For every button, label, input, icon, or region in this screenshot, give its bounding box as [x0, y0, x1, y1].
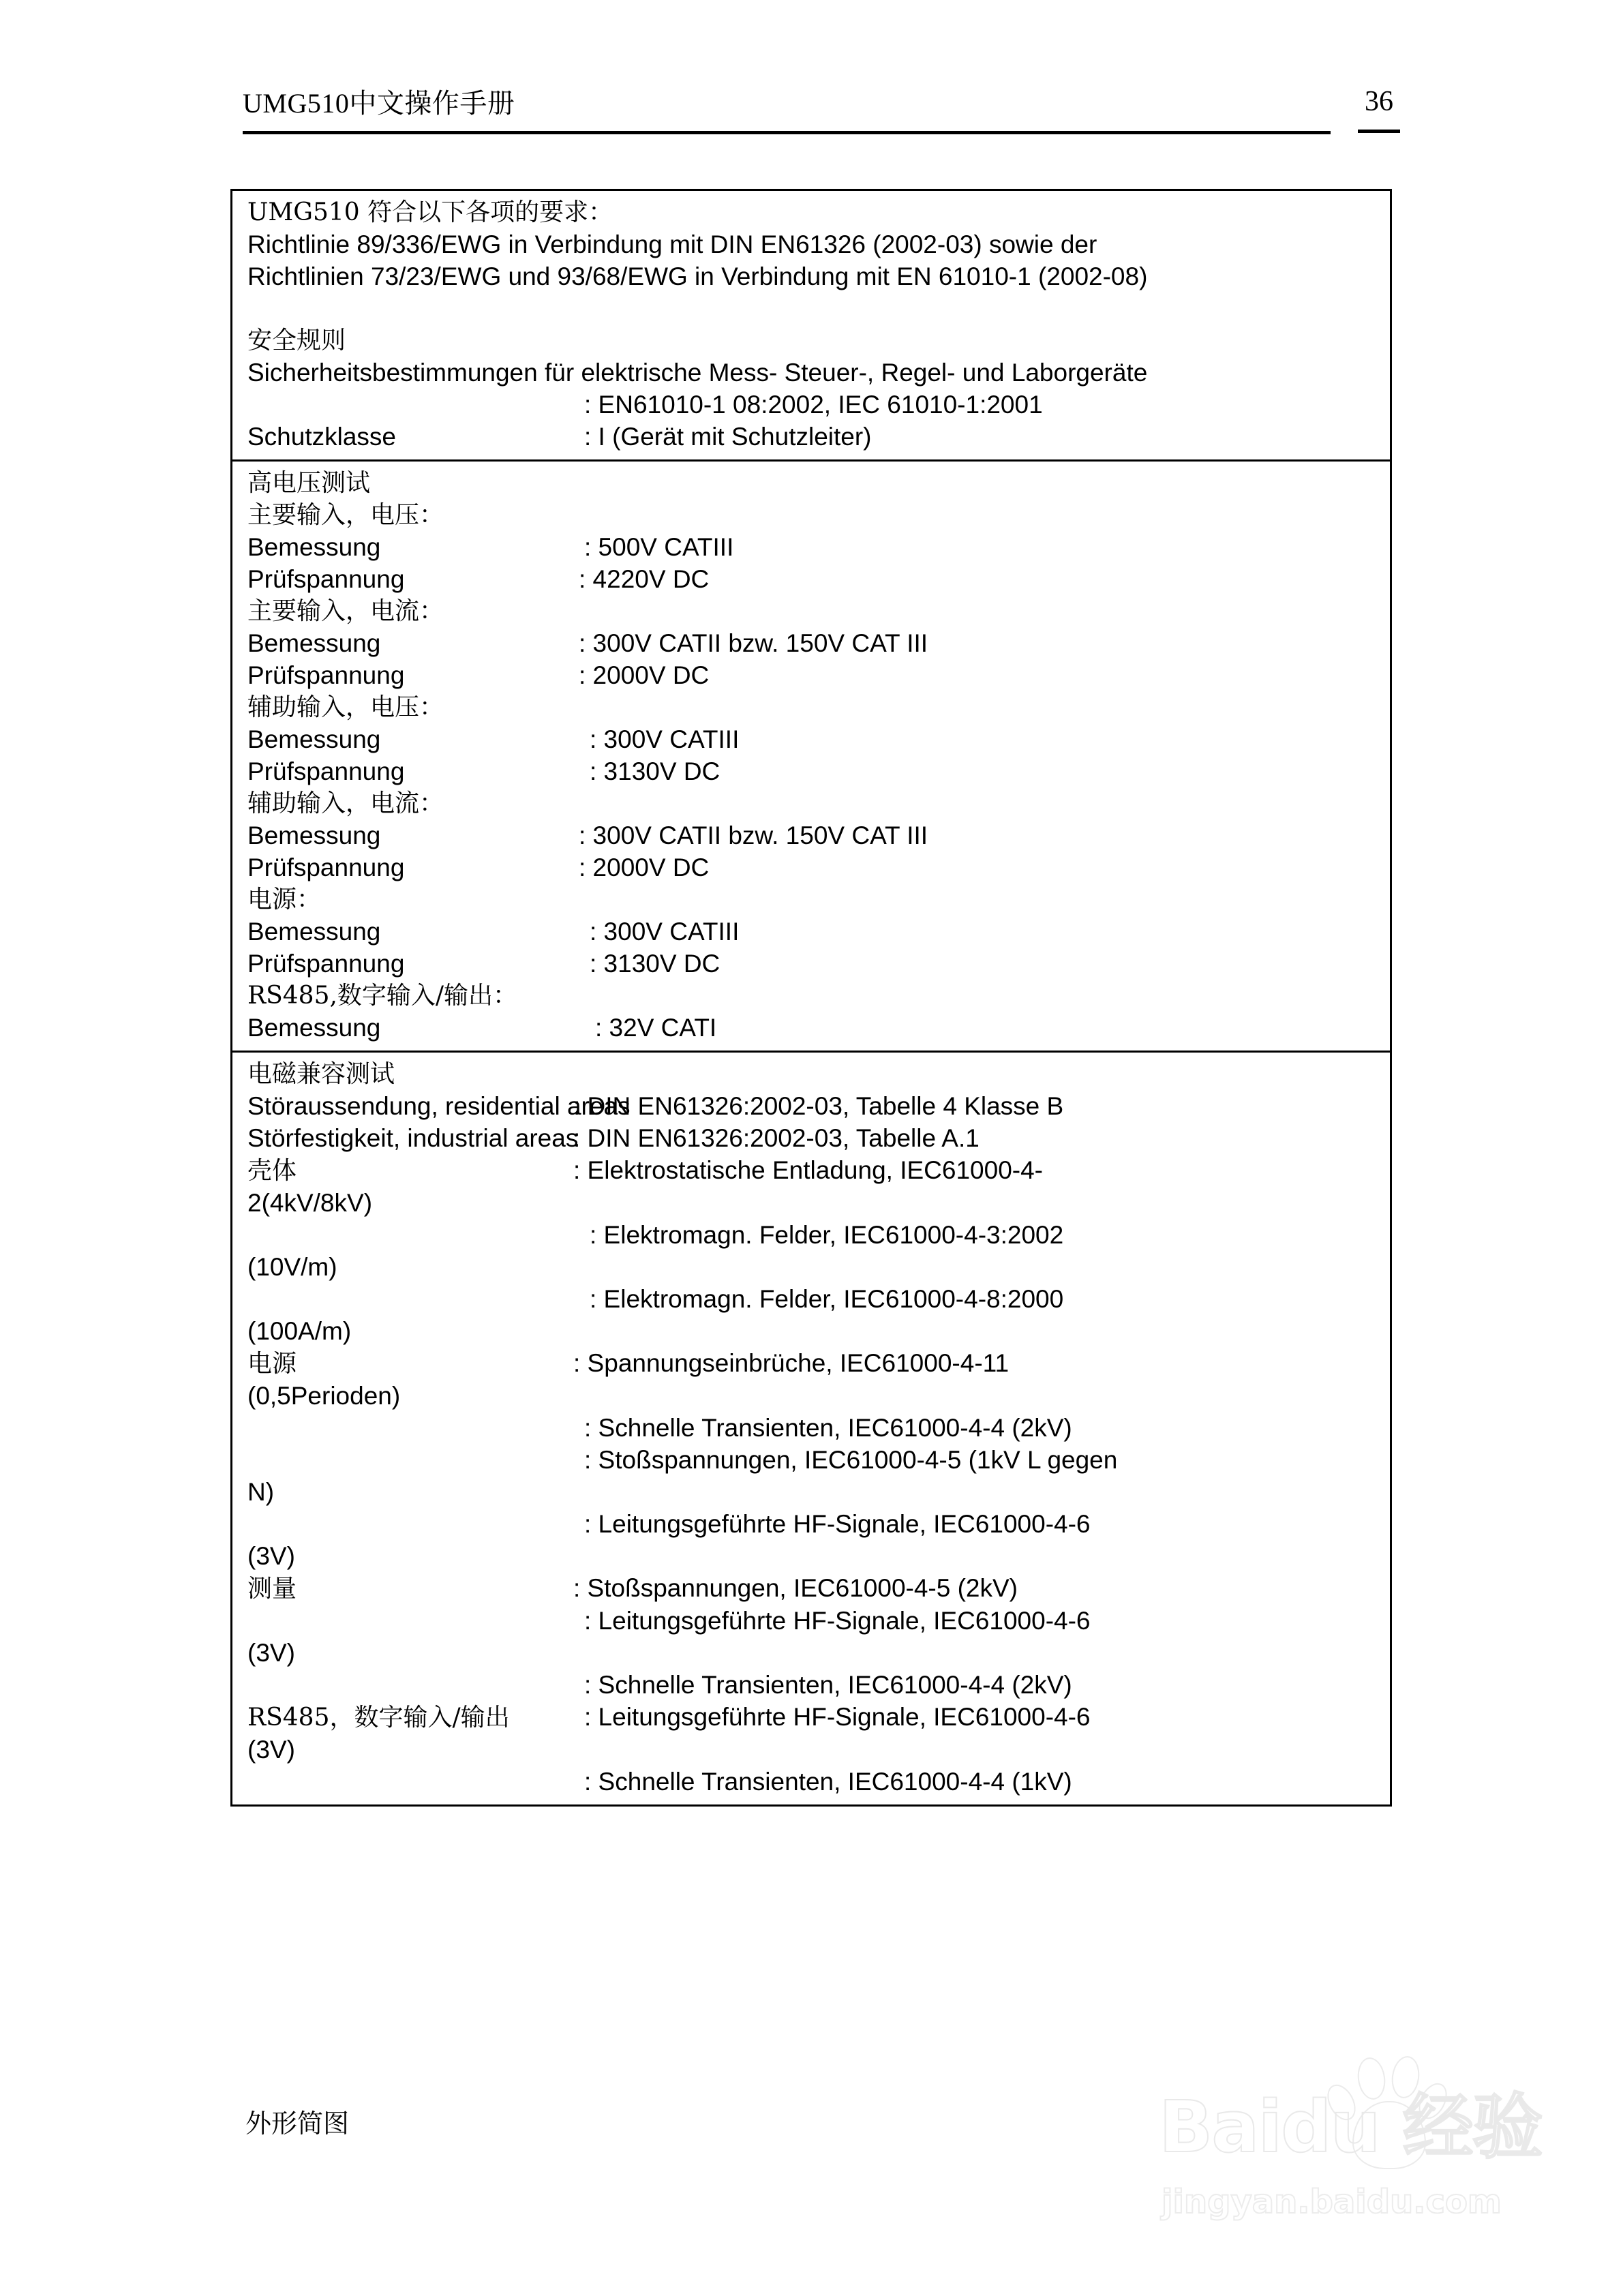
spec-row: [232, 228, 1390, 260]
spec-row-label: UMG510 符合以下各项的要求：: [247, 198, 613, 226]
spec-row: [232, 1187, 1390, 1219]
spec-row-label: (3V): [247, 1639, 295, 1667]
spec-row: [232, 531, 1390, 563]
spec-row-value: : Leitungsgeführte HF-Signale, IEC61000-4-6: [584, 1510, 1091, 1538]
spec-row-label: (0,5Perioden): [247, 1382, 401, 1410]
spec-row: [232, 357, 1390, 389]
spec-row-value: : 300V CATIII: [590, 918, 740, 946]
spec-row: [232, 467, 1390, 499]
page-number-rule: [1358, 130, 1400, 133]
spec-row-value: : Elektrostatische Entladung, IEC61000-4-: [573, 1156, 1043, 1184]
spec-row: [232, 1380, 1390, 1412]
spec-row: [232, 1315, 1390, 1347]
spec-row-value: : 3130V DC: [590, 950, 721, 978]
spec-row-label: Bemessung: [247, 533, 381, 561]
spec-row: [232, 1476, 1390, 1508]
spec-row: [232, 1444, 1390, 1476]
spec-row: [232, 1540, 1390, 1572]
page-header-title: UMG510中文操作手册: [243, 88, 515, 119]
spec-row-value: : Schnelle Transienten, IEC61000-4-4 (2kV): [584, 1414, 1072, 1442]
spec-row-value: : Stoßspannungen, IEC61000-4-5 (2kV): [573, 1574, 1018, 1602]
spec-row: [232, 1154, 1390, 1187]
spec-row-value: : Elektromagn. Felder, IEC61000-4-3:2002: [590, 1221, 1064, 1249]
spec-row: [232, 1508, 1390, 1540]
header-rule: [243, 131, 1331, 134]
spec-row-value: : 3130V DC: [590, 757, 721, 785]
spec-row: [232, 883, 1390, 916]
spec-row-label: 电源: [247, 1350, 297, 1378]
spec-row: [232, 1701, 1390, 1734]
spec-row: [232, 627, 1390, 659]
spec-row-label: RS485，数字输入/输出: [247, 1704, 510, 1732]
watermark-logo-text: Baidu 经验: [1159, 2085, 1542, 2169]
spec-row: [232, 421, 1390, 453]
spec-row: [232, 1283, 1390, 1315]
spec-row-value: : Stoßspannungen, IEC61000-4-5 (1kV L gegen: [584, 1446, 1118, 1474]
spec-row-label: 主要输入，电压：: [247, 501, 444, 529]
spec-row-label: Bemessung: [247, 918, 381, 946]
watermark-url: jingyan.baidu.com: [1162, 2183, 1502, 2221]
spec-row: [232, 1058, 1390, 1090]
spec-row-value: : 300V CATII bzw. 150V CAT III: [579, 821, 928, 849]
spec-row: [232, 1122, 1390, 1154]
spec-row-label: Prüfspannung: [247, 757, 405, 785]
spec-row-label: 高电压测试: [247, 469, 371, 497]
spec-row-value: : Schnelle Transienten, IEC61000-4-4 (1kV): [584, 1768, 1072, 1796]
spec-row-value: : 300V CATII bzw. 150V CAT III: [579, 629, 928, 657]
spec-row-label: Schutzklasse: [247, 423, 396, 451]
spec-row: [232, 691, 1390, 723]
spec-row-value: : I (Gerät mit Schutzleiter): [584, 423, 872, 451]
spec-row-value: : Schnelle Transienten, IEC61000-4-4 (2kV): [584, 1671, 1072, 1699]
spec-row-label: Störfestigkeit, industrial areas: [247, 1124, 579, 1152]
spec-row-value: : Elektromagn. Felder, IEC61000-4-8:2000: [590, 1285, 1064, 1313]
spec-row-label: Bemessung: [247, 821, 381, 849]
spec-row-value: : 500V CATIII: [584, 533, 734, 561]
spec-row: [232, 948, 1390, 980]
spec-row-label: (3V): [247, 1736, 295, 1764]
spec-row-value: : 4220V DC: [579, 565, 710, 593]
spec-row-label: (3V): [247, 1542, 295, 1570]
spec-row-label: 2(4kV/8kV): [247, 1189, 373, 1217]
spec-row: [232, 1734, 1390, 1766]
spec-row-label: (10V/m): [247, 1253, 337, 1281]
spec-row-label: 主要输入，电流：: [247, 597, 444, 625]
spec-row-label: 电源：: [247, 886, 322, 913]
spec-section-body: [232, 462, 1390, 1051]
spec-row: [232, 499, 1390, 531]
spec-row-value: : Leitungsgeführte HF-Signale, IEC61000-4-6: [584, 1607, 1091, 1635]
spec-row: [232, 196, 1390, 228]
spec-row: [232, 723, 1390, 755]
spec-row-label: Richtlinien 73/23/EWG und 93/68/EWG in Verbindung mit EN 61010-1 (2002-08): [247, 262, 1148, 290]
spec-row: [232, 1251, 1390, 1283]
spec-row: [232, 292, 1390, 324]
spec-row-label: 测量: [247, 1575, 297, 1603]
spec-row-value: : DIN EN61326:2002-03, Tabelle 4 Klasse B: [573, 1092, 1064, 1120]
spec-row-label: Richtlinie 89/336/EWG in Verbindung mit DIN EN61326 (2002-03) sowie der: [247, 230, 1097, 258]
spec-row: [232, 787, 1390, 819]
spec-row-label: 辅助输入，电压：: [247, 693, 444, 721]
spec-section-body: [232, 191, 1390, 459]
baidu-watermark: [1159, 2052, 1595, 2277]
spec-row: [232, 1012, 1390, 1044]
spec-row-value: : Spannungseinbrüche, IEC61000-4-11: [573, 1349, 1010, 1377]
spec-row: [232, 819, 1390, 851]
specification-table: [230, 189, 1392, 1807]
spec-row-value: : DIN EN61326:2002-03, Tabelle A.1: [573, 1124, 980, 1152]
page-number: 36: [1365, 86, 1393, 117]
spec-row: [232, 389, 1390, 421]
spec-row: [232, 260, 1390, 292]
spec-row: [232, 980, 1390, 1012]
spec-row-label: Prüfspannung: [247, 950, 405, 978]
spec-row: [232, 1669, 1390, 1701]
spec-row-label: 辅助输入，电流：: [247, 789, 444, 817]
spec-row: [232, 851, 1390, 883]
spec-row: [232, 1766, 1390, 1798]
spec-row-label: RS485,数字输入/输出：: [247, 982, 518, 1010]
spec-row: [232, 595, 1390, 627]
spec-row: [232, 1637, 1390, 1669]
page-header: [243, 86, 1396, 145]
spec-row: [232, 1090, 1390, 1122]
spec-row-label: Bemessung: [247, 1014, 381, 1042]
spec-row: [232, 916, 1390, 948]
spec-row: [232, 659, 1390, 691]
spec-row-label: N): [247, 1478, 275, 1506]
spec-row-value: : 32V CATI: [595, 1014, 717, 1042]
spec-row-label: 壳体: [247, 1157, 297, 1185]
spec-section-high-voltage-test: [232, 459, 1390, 1051]
spec-section-emc-test: [232, 1051, 1390, 1804]
spec-row-label: Prüfspannung: [247, 565, 405, 593]
spec-row: [232, 1347, 1390, 1380]
spec-row-value: : EN61010-1 08:2002, IEC 61010-1:2001: [584, 391, 1043, 419]
spec-row: [232, 1219, 1390, 1251]
spec-row: [232, 324, 1390, 357]
spec-row: [232, 1412, 1390, 1444]
paw-print-icon: [1321, 2052, 1457, 2175]
spec-row-label: Störaussendung, residential areas: [247, 1092, 631, 1120]
spec-section-body: [232, 1053, 1390, 1804]
spec-section-conformity-and-safety: [232, 191, 1390, 459]
spec-row-label: 安全规则: [247, 327, 346, 354]
spec-row: [232, 563, 1390, 595]
spec-row-label: Bemessung: [247, 725, 381, 753]
spec-row-value: : 2000V DC: [579, 854, 710, 881]
spec-row: [232, 755, 1390, 787]
spec-row-label: Sicherheitsbestimmungen für elektrische Mess- Steuer-, Regel- und Laborgeräte: [247, 359, 1148, 387]
spec-row: [232, 1605, 1390, 1637]
spec-row-label: Prüfspannung: [247, 854, 405, 881]
spec-row-label: Prüfspannung: [247, 661, 405, 689]
spec-row-label: 电磁兼容测试: [247, 1060, 395, 1088]
spec-row-value: : 300V CATIII: [590, 725, 740, 753]
spec-row-label: Bemessung: [247, 629, 381, 657]
figure-caption: 外形简图: [245, 2109, 350, 2139]
spec-row-label: (100A/m): [247, 1317, 352, 1345]
spec-row-value: : Leitungsgeführte HF-Signale, IEC61000-4-6: [584, 1703, 1091, 1731]
spec-row-value: : 2000V DC: [579, 661, 710, 689]
spec-row: [232, 1572, 1390, 1605]
